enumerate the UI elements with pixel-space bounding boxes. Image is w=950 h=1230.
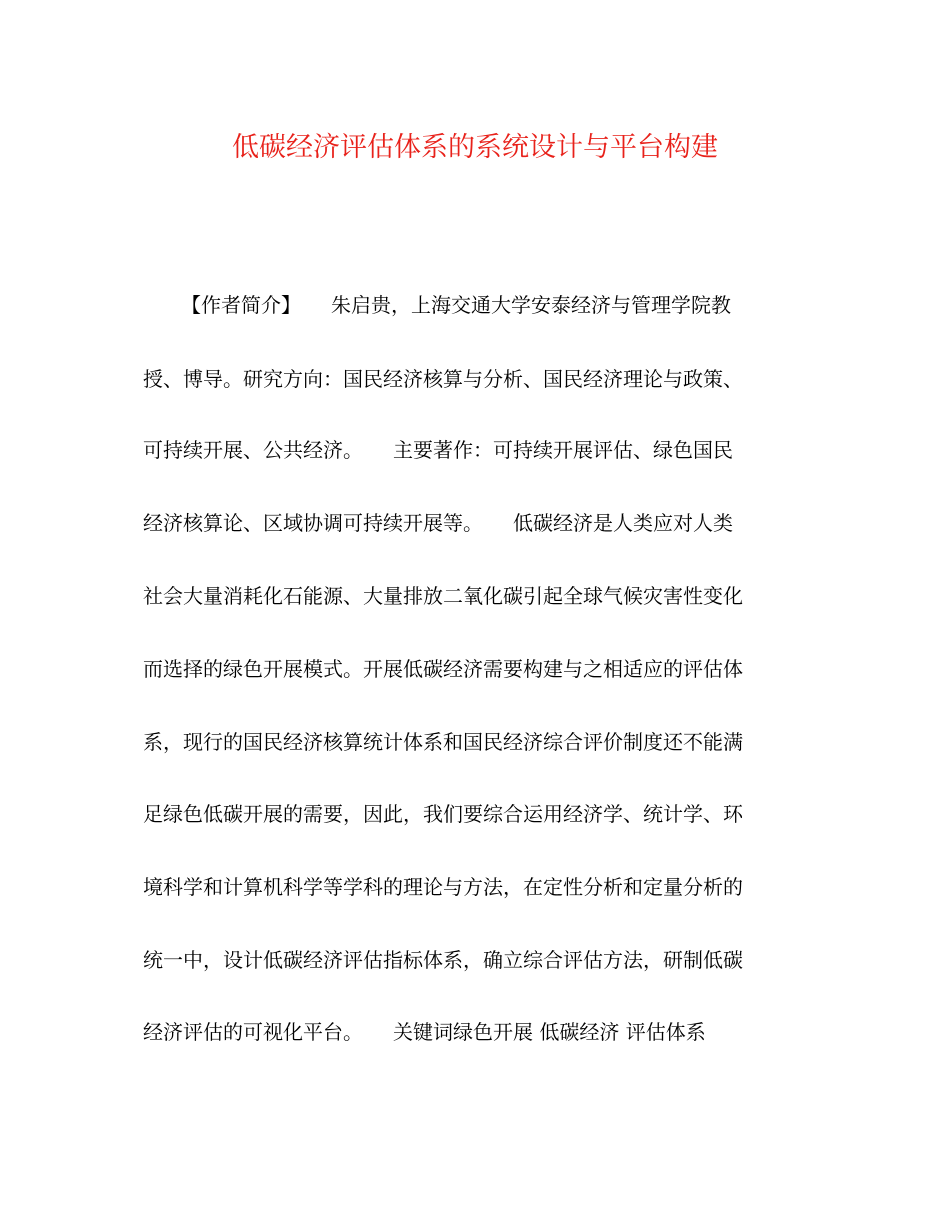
- body-line-3: 可持续开展、公共经济。 主要著作：可持续开展评估、绿色国民: [143, 438, 733, 462]
- body-line-4: 经济核算论、区域协调可持续开展等。 低碳经济是人类应对人类: [143, 511, 733, 535]
- document-title: 低碳经济评估体系的系统设计与平台构建: [232, 132, 718, 163]
- body-line-1: 【作者简介】 朱启贵，上海交通大学安泰经济与管理学院教: [181, 293, 731, 317]
- body-line-9: 境科学和计算机科学等学科的理论与方法，在定性分析和定量分析的: [143, 875, 743, 899]
- body-line-11: 经济评估的可视化平台。 关键词绿色开展 低碳经济 评估体系: [143, 1020, 706, 1044]
- body-line-5: 社会大量消耗化石能源、大量排放二氧化碳引起全球气候灾害性变化: [143, 584, 743, 608]
- body-line-7: 系，现行的国民经济核算统计体系和国民经济综合评价制度还不能满: [143, 730, 743, 754]
- body-line-2: 授、博导。研究方向：国民经济核算与分析、国民经济理论与政策、: [143, 367, 743, 391]
- body-line-6: 而选择的绿色开展模式。开展低碳经济需要构建与之相适应的评估体: [143, 657, 743, 681]
- body-line-10: 统一中，设计低碳经济评估指标体系，确立综合评估方法，研制低碳: [143, 948, 743, 972]
- body-line-8: 足绿色低碳开展的需要，因此，我们要综合运用经济学、统计学、环: [143, 802, 743, 826]
